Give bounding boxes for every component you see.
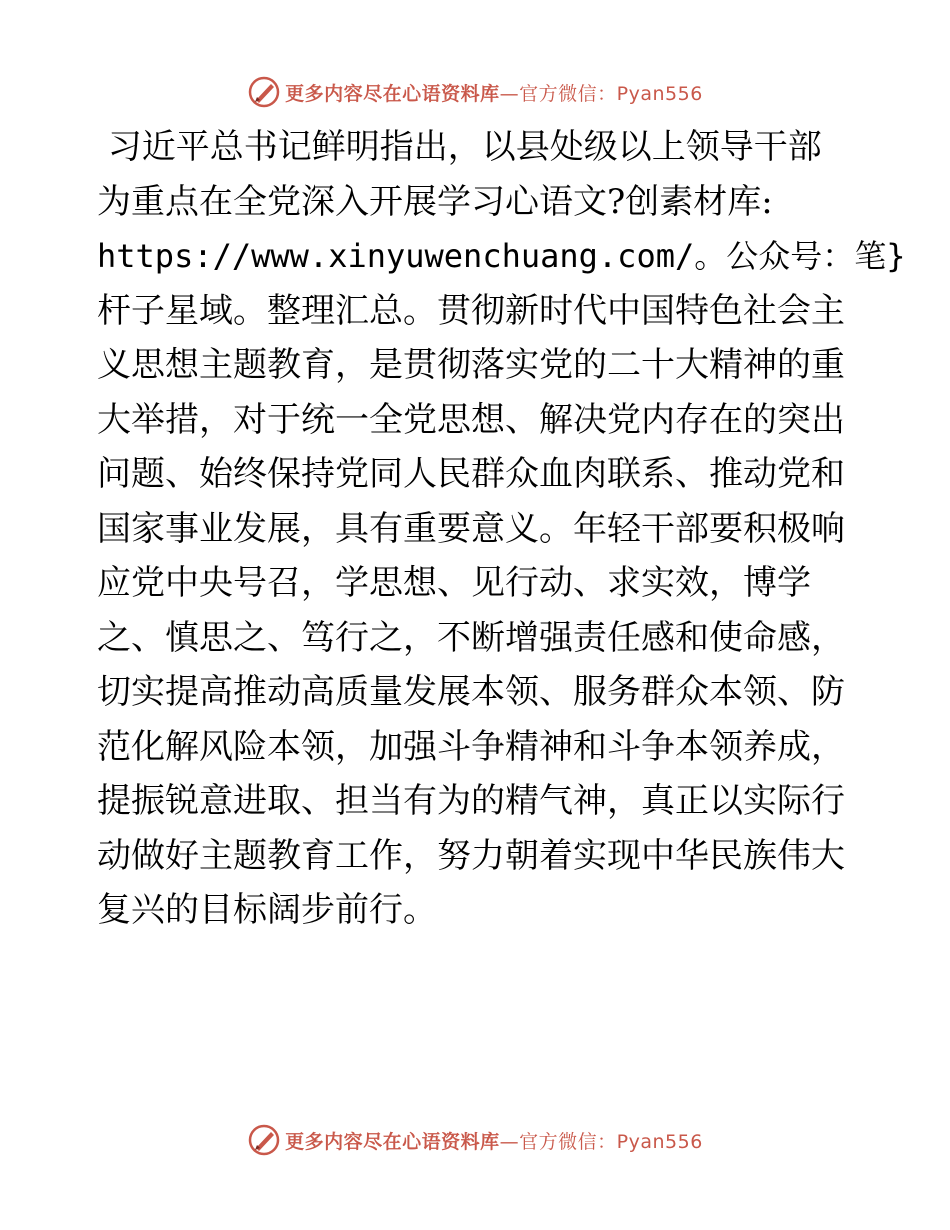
body-line-12: 范化解风险本领，加强斗争精神和斗争本领养成， [97, 726, 845, 767]
body-line-7: 问题、始终保持党同人民群众血肉联系、推动党和 [97, 454, 845, 494]
footer-banner-wechat: 官方微信：Pyan556 [519, 1130, 703, 1153]
pen-circle-logo-icon [247, 1123, 281, 1157]
document-body [97, 120, 906, 938]
body-line-1: 习近平总书记鲜明指出，以县处级以上领导干部 [97, 127, 822, 167]
body-line-2: 为重点在全党深入开展学习心语文?创素材库: [97, 181, 773, 222]
header-banner-text [285, 79, 703, 106]
body-line-5: 义思想主题教育，是贯彻落实党的二十大精神的重 [97, 345, 845, 385]
body-line-9: 应党中央号召，学思想、见行动、求实效，博学 [97, 563, 811, 603]
body-line-13: 提振锐意进取、担当有为的精气神，真正以实际行 [97, 781, 845, 821]
body-line-10: 之、慎思之、笃行之，不断增强责任感和使命感， [97, 617, 845, 658]
footer-banner-main: 更多内容尽在心语资料库 [285, 1130, 500, 1153]
footer-banner [0, 1120, 950, 1160]
body-line-4: 杆子星域。整理汇总。贯彻新时代中国特色社会主 [97, 290, 845, 331]
header-banner-main: 更多内容尽在心语资料库 [285, 82, 500, 105]
body-line-8: 国家事业发展，具有重要意义。年轻干部要积极响 [97, 508, 845, 549]
pen-circle-logo-icon [247, 75, 281, 109]
body-line-14: 动做好主题教育工作，努力朝着实现中华民族伟大 [97, 835, 845, 876]
header-banner-sep: — [499, 82, 520, 105]
footer-banner-text [285, 1127, 703, 1154]
body-line-11: 切实提高推动高质量发展本领、服务群众本领、防 [97, 672, 845, 712]
header-banner [0, 72, 950, 112]
footer-banner-sep: — [499, 1130, 520, 1153]
body-line-3: https://www.xinyuwenchuang.com/。公众号：笔} [97, 237, 906, 275]
body-line-15: 复兴的目标阔步前行。 [97, 890, 437, 930]
header-banner-wechat: 官方微信：Pyan556 [519, 82, 703, 105]
body-line-6: 大举措，对于统一全党思想、解决党内存在的突出 [97, 399, 845, 440]
